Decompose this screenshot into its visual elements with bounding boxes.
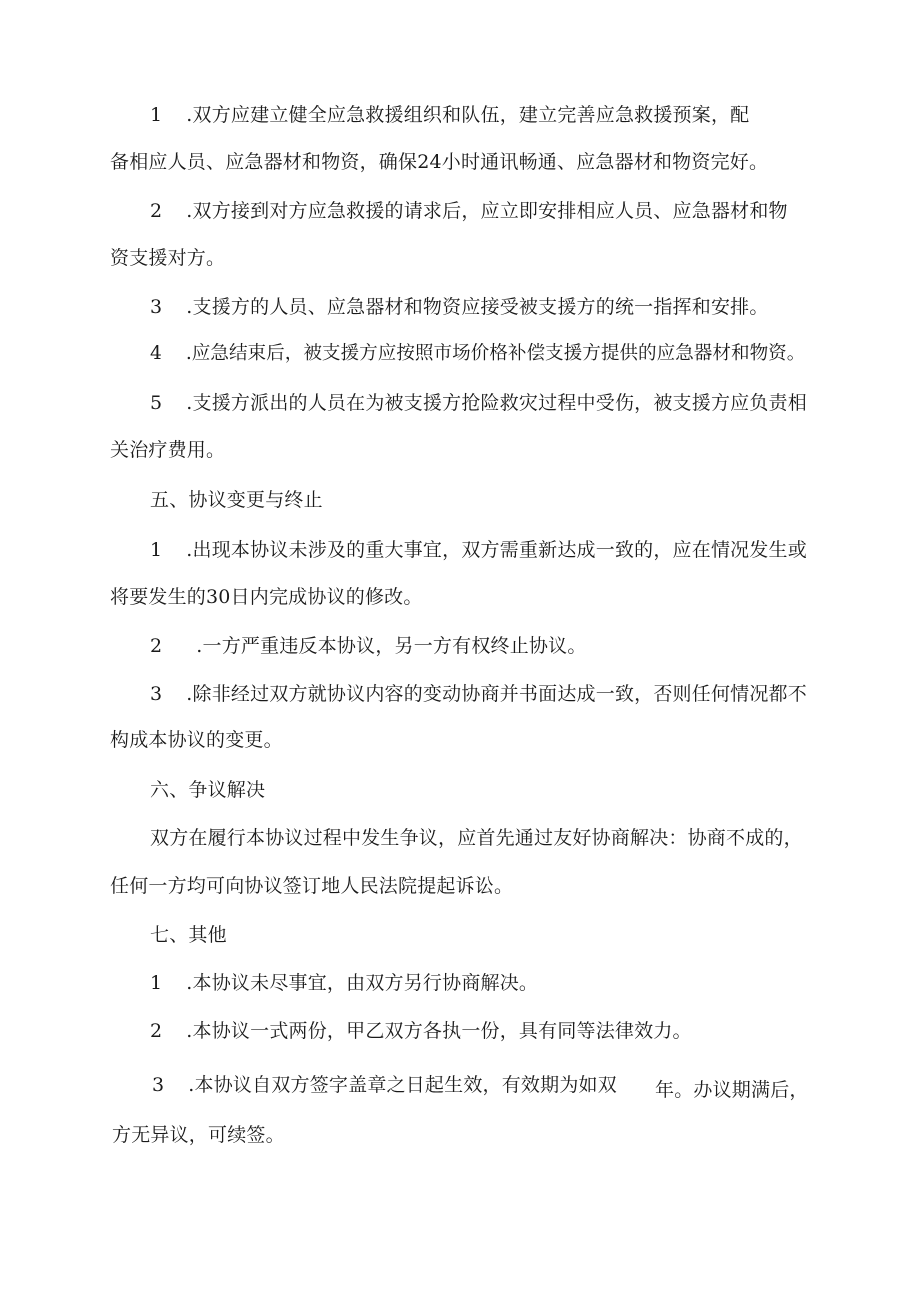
- line-text: 将要发生的30日内完成协议的修改。: [110, 586, 423, 608]
- line-text: 备相应人员、应急器材和物资，确保24小时通讯畅通、应急器材和物资完好。: [110, 151, 769, 173]
- paragraph-line: [150, 102, 749, 128]
- paragraph-line: [150, 198, 788, 224]
- item-number: 5: [150, 392, 163, 414]
- paragraph-line: [150, 390, 807, 416]
- line-text: 关治疗费用。: [110, 439, 226, 461]
- line-text: .双方接到对方应急救援的请求后，应立即安排相应人员、应急器材和物: [186, 200, 788, 222]
- paragraph-line: [150, 633, 587, 659]
- paragraph-line: [150, 294, 769, 320]
- paragraph-line: [655, 1077, 809, 1103]
- paragraph-line: [150, 970, 538, 996]
- line-text: .双方应建立健全应急救援组织和队伍，建立完善应急救援预案，配: [186, 104, 750, 126]
- line-text: 方无异议，可续签。: [112, 1124, 285, 1146]
- paragraph-line: [150, 681, 807, 707]
- section-heading: [150, 922, 227, 948]
- paragraph-line: [150, 825, 803, 851]
- line-text: .一方严重违反本协议，另一方有权终止协议。: [196, 635, 587, 657]
- line-text: .本协议自双方签字盖章之日起生效，有效期为如双: [188, 1074, 617, 1096]
- line-text: 年。办议期满后，: [655, 1079, 809, 1101]
- paragraph-line: [112, 1122, 285, 1148]
- line-text: .本协议未尽事宜，由双方另行协商解决。: [186, 972, 539, 994]
- item-number: 1: [150, 972, 163, 994]
- paragraph-line: [150, 341, 805, 367]
- section-heading: [150, 487, 323, 513]
- line-text: 双方在履行本协议过程中发生争议，应首先通过友好协商解决：协商不成的，: [150, 827, 803, 849]
- item-number: 3: [150, 296, 163, 318]
- line-text: .除非经过双方就协议内容的变动协商并书面达成一致，否则任何情况都不: [186, 683, 807, 705]
- line-text: 构成本协议的变更。: [110, 729, 283, 751]
- paragraph-line: [110, 873, 513, 899]
- heading-text: 六、争议解决: [150, 779, 266, 801]
- paragraph-line: [110, 437, 225, 463]
- item-number: 4: [150, 343, 162, 364]
- item-number: 2: [150, 200, 163, 222]
- line-text: 资支援对方。: [110, 247, 226, 269]
- line-text: .应急结束后，被支援方应按照市场价格补偿支援方提供的应急器材和物资。: [185, 343, 806, 364]
- paragraph-line: [150, 1018, 692, 1044]
- line-text: .支援方的人员、应急器材和物资应接受被支援方的统一指挥和安排。: [186, 296, 769, 318]
- item-number: 2: [150, 1020, 163, 1042]
- item-number: 2: [150, 635, 163, 657]
- line-text: .本协议一式两份，甲乙双方各执一份，具有同等法律效力。: [186, 1020, 692, 1042]
- line-text: .出现本协议未涉及的重大事宜，双方需重新达成一致的，应在情况发生或: [186, 539, 807, 561]
- item-number: 1: [150, 104, 163, 126]
- item-number: 3: [152, 1074, 165, 1096]
- paragraph-line: [152, 1072, 617, 1098]
- paragraph-line: [150, 537, 807, 563]
- section-heading: [150, 777, 265, 803]
- heading-text: 五、协议变更与终止: [150, 489, 323, 511]
- paragraph-line: [110, 245, 225, 271]
- item-number: 1: [150, 539, 163, 561]
- paragraph-line: [110, 149, 768, 175]
- line-text: .支援方派出的人员在为被支援方抢险救灾过程中受伤，被支援方应负责相: [186, 392, 807, 414]
- line-text: 任何一方均可向协议签订地人民法院提起诉讼。: [110, 875, 514, 897]
- heading-text: 七、其他: [150, 924, 227, 946]
- paragraph-line: [110, 584, 423, 610]
- item-number: 3: [150, 683, 163, 705]
- paragraph-line: [110, 727, 283, 753]
